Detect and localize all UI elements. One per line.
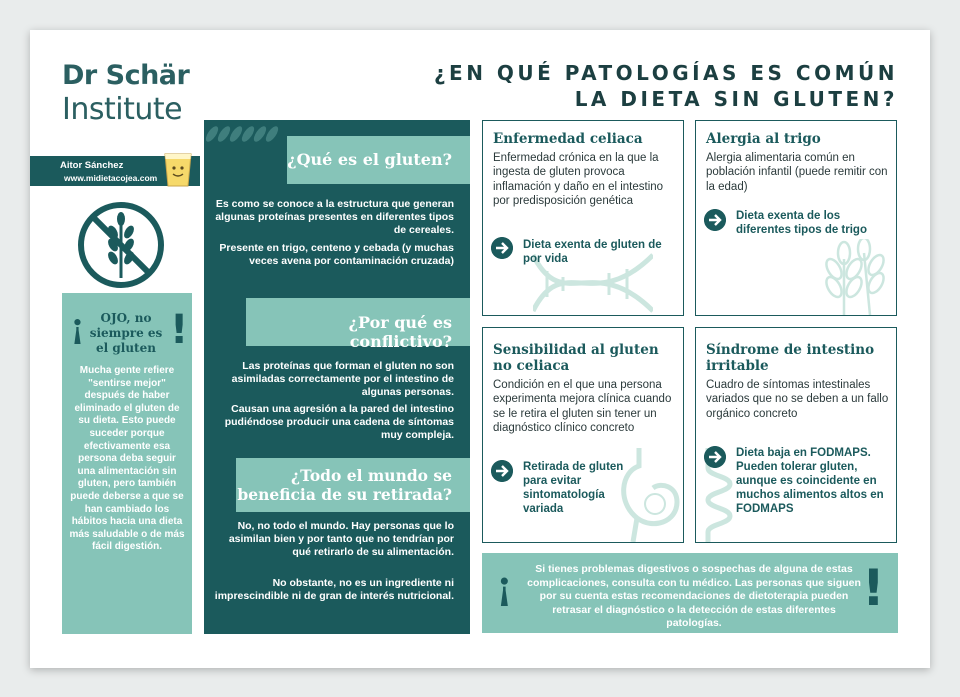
arrow-right-icon [704,209,726,231]
condition-description: Cuadro de síntomas intestinales variados que no se deben a un fallo orgánico concreto [706,379,889,420]
logo-brand: Dr Schär [62,60,190,91]
condition-treatment: Dieta exenta de gluten de por vida [523,239,662,265]
arrow-right-icon [491,460,513,482]
juice-glass-icon [162,148,194,188]
condition-description: Condición en el que una persona experimenta mejora clínica cuando se le retira el gluten sin tener un diagnóstico clínico concreto [493,379,672,435]
condition-title: Alergia al trigo [706,131,821,147]
wheat-icon [814,239,894,315]
arrow-right-icon [704,446,726,468]
condition-treatment: Dieta exenta de los diferentes tipos de trigo [736,210,867,236]
answer-text: Las proteínas que forman el gluten no son asimiladas correctamente por el intestino de algunas personas. [231,360,454,398]
condition-title: Sensibilidad al gluten no celiaca [493,342,659,374]
arrow-right-icon [491,237,513,259]
page-title [340,60,898,112]
condition-card-ibs [695,327,897,543]
condition-treatment: Dieta baja en FODMAPS. Pueden tolerar gluten, aunque es coincidente en muchos alimentos altos en FODMAPS [736,447,884,515]
inverted-exclamation-icon: ¡ [70,307,85,347]
warning-box [62,293,192,634]
logo-institute: Institute [62,92,183,127]
warning-heading: OJO, no siempre es el gluten [89,311,163,355]
exclamation-icon: ! [170,307,189,353]
inverted-exclamation-icon: ¡ [496,563,513,608]
answer-text: Causan una agresión a la pared del intestino pudiéndose producir una cadena de síntomas muy compleja. [224,403,454,441]
author-website: www.midietacojea.com [64,173,158,183]
condition-treatment: Retirada de gluten para evitar sintomatología variada [523,461,624,515]
title-line-2: LA DIETA SIN GLUTEN? [574,87,898,111]
answer-text: Presente en trigo, centeno y cebada (y muchas veces avena por contaminación cruzada) [219,242,454,267]
author-name: Aitor Sánchez [60,160,124,171]
condition-description: Alergia alimentaria común en población infantil (puede remitir con la edad) [706,152,888,193]
answer-text: No obstante, no es un ingrediente ni imprescindible ni de gran de interés nutricional. [214,577,454,602]
warning-body: Mucha gente refiere "sentirse mejor" después de haber eliminado el gluten de su dieta. Esto puede suceder porque efectivamente esa persona deba seguir una alimentación sin gluten, pero también puede deberse a que se han cambiado los hábitos hacia una dieta más saludable o de más fácil digestión. [69,365,185,553]
exclamation-icon: ! [862,559,885,617]
condition-card-gluten-sensitivity [482,327,684,543]
title-line-1: ¿EN QUÉ PATOLOGÍAS ES COMÚN [433,61,898,85]
no-gluten-icon [76,200,166,290]
question-everyone-benefits: ¿Todo el mundo se beneficia de su retirada? [236,458,470,512]
condition-title: Enfermedad celiaca [493,131,643,147]
question-why-conflictive: ¿Por qué es conflictivo? [246,298,470,346]
condition-card-celiac [482,120,684,316]
condition-card-wheat-allergy [695,120,897,316]
advice-banner [482,553,898,633]
answer-text: Es como se conoce a la estructura que generan algunas proteínas presentes en diferentes tipos de cereales. [215,198,454,236]
question-what-is-gluten: ¿Qué es el gluten? [287,136,470,184]
advice-text: Si tienes problemas digestivos o sospechas de alguna de estas complicaciones, consulta con tu médico. Las personas que siguen por su cuenta estas recomendaciones de dietoterapia pueden retrasar el diagnóstico o la detección de estas diferentes patologías. [527,563,861,630]
condition-title: Síndrome de intestino irritable [706,342,875,374]
answer-text: No, no todo el mundo. Hay personas que lo asimilan bien y por tanto que no tendrían por qué retirarlo de su alimentación. [228,520,454,558]
condition-description: Enfermedad crónica en la que la ingesta de gluten provoca inflamación y daño en el intestino por predisposición genética [493,152,664,208]
